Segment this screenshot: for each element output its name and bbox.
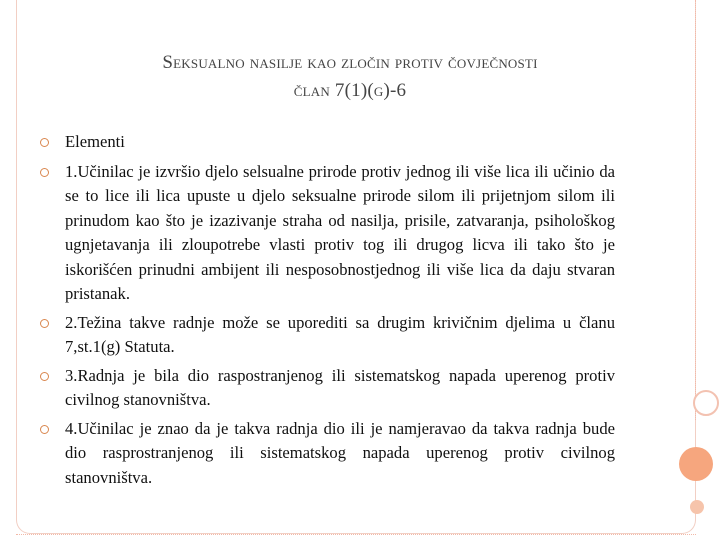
decorative-circle-filled bbox=[679, 447, 713, 481]
bullet-icon bbox=[40, 372, 49, 381]
list-item-text: 4.Učinilac je znao da je takva radnja dio ili je namjeravao da takva radnja bude dio rasprostranjenog ili sistematskog napada uperenog protiv civilnog stanovništva. bbox=[65, 418, 615, 487]
list-item bbox=[40, 130, 615, 155]
decorative-circle-small bbox=[690, 500, 704, 514]
list-item bbox=[40, 364, 615, 413]
bullet-list bbox=[40, 130, 615, 490]
bullet-icon bbox=[40, 168, 49, 177]
slide-title: Seksualno nasilje kao zločin protiv čovječnosti bbox=[162, 52, 538, 73]
list-item-text: 3.Radnja je bila dio raspostranjenog ili sistematskog napada uperenog protiv civilnog stanovništva. bbox=[65, 365, 615, 409]
list-item-text: 2.Težina takve radnje može se uporediti sa drugim krivičnim djelima u članu 7,st.1(g) Statuta. bbox=[65, 312, 615, 356]
decorative-circle-outline bbox=[693, 390, 719, 416]
decorative-rule-right bbox=[695, 0, 696, 420]
list-item bbox=[40, 417, 615, 491]
bullet-icon bbox=[40, 425, 49, 434]
list-item-text: 1.Učinilac je izvršio djelo selsualne prirode protiv jednog ili više lica ili učinio da se to lice ili lica upuste u djelo seksualne prirode silom ili prijetnjom silom ili prinudom kao što je izazivanje straha od nasilja, prisile, zatvaranja, psihološkog ugnjetavanja ili zloupotrebe vlasti protiv tog ili drugog licva ili tako što je iskorišćen prinudni ambijent ili nesposobnostjednog ili više lica da daju stvaran pristanak. bbox=[65, 161, 615, 303]
bullet-icon bbox=[40, 319, 49, 328]
list-item bbox=[40, 160, 615, 307]
bullet-icon bbox=[40, 138, 49, 147]
decorative-rule-bottom bbox=[16, 534, 696, 535]
list-item-text: Elementi bbox=[65, 132, 125, 151]
slide-subtitle: član 7(1)(g)-6 bbox=[293, 80, 407, 101]
list-item bbox=[40, 311, 615, 360]
